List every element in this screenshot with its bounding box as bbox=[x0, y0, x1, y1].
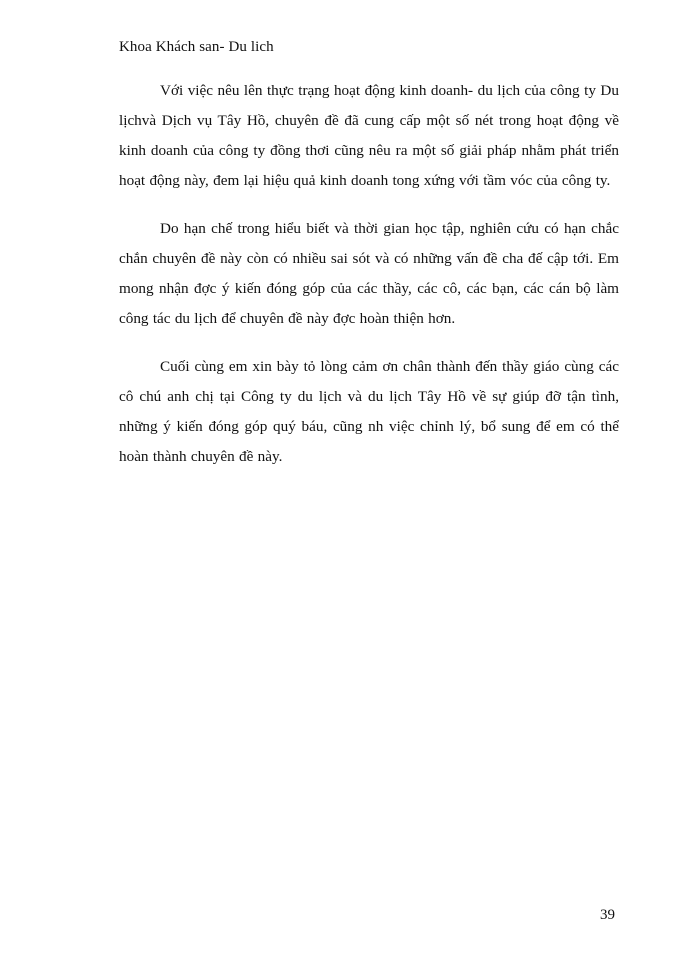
paragraph-3: Cuối cùng em xin bày tỏ lòng cảm ơn chân thành đến thầy giáo cùng các cô chú anh chị tại Công ty du lịch và du lịch Tây Hồ về sự giúp đỡ tận tình, những ý kiến đóng góp quý báu, cũng nh việc chỉnh lý, bổ sung để em có thể hoàn thành chuyên đề này. bbox=[119, 358, 619, 465]
page-number: 39 bbox=[600, 907, 615, 923]
page-header: Khoa Khách san- Du lich bbox=[119, 39, 274, 55]
document-body bbox=[119, 76, 619, 490]
paragraph-1: Với việc nêu lên thực trạng hoạt động kinh doanh- du lịch của công ty Du lịchvà Dịch vụ Tây Hồ, chuyên đề đã cung cấp một số nét trong hoạt động về kinh doanh của công ty đồng thơi cũng nêu ra một số giải pháp nhằm phát triển hoạt động này, đem lại hiệu quả kinh doanh tong xứng với tầm vóc của công ty. bbox=[119, 82, 619, 189]
paragraph-2: Do hạn chế trong hiểu biết và thời gian học tập, nghiên cứu có hạn chắc chắn chuyên đề này còn có nhiều sai sót và có những vấn đề cha đế cập tới. Em mong nhận đợc ý kiến đóng góp của các thầy, các cô, các bạn, các cán bộ làm công tác du lịch để chuyên đề này đợc hoàn thiện hơn. bbox=[119, 220, 619, 327]
